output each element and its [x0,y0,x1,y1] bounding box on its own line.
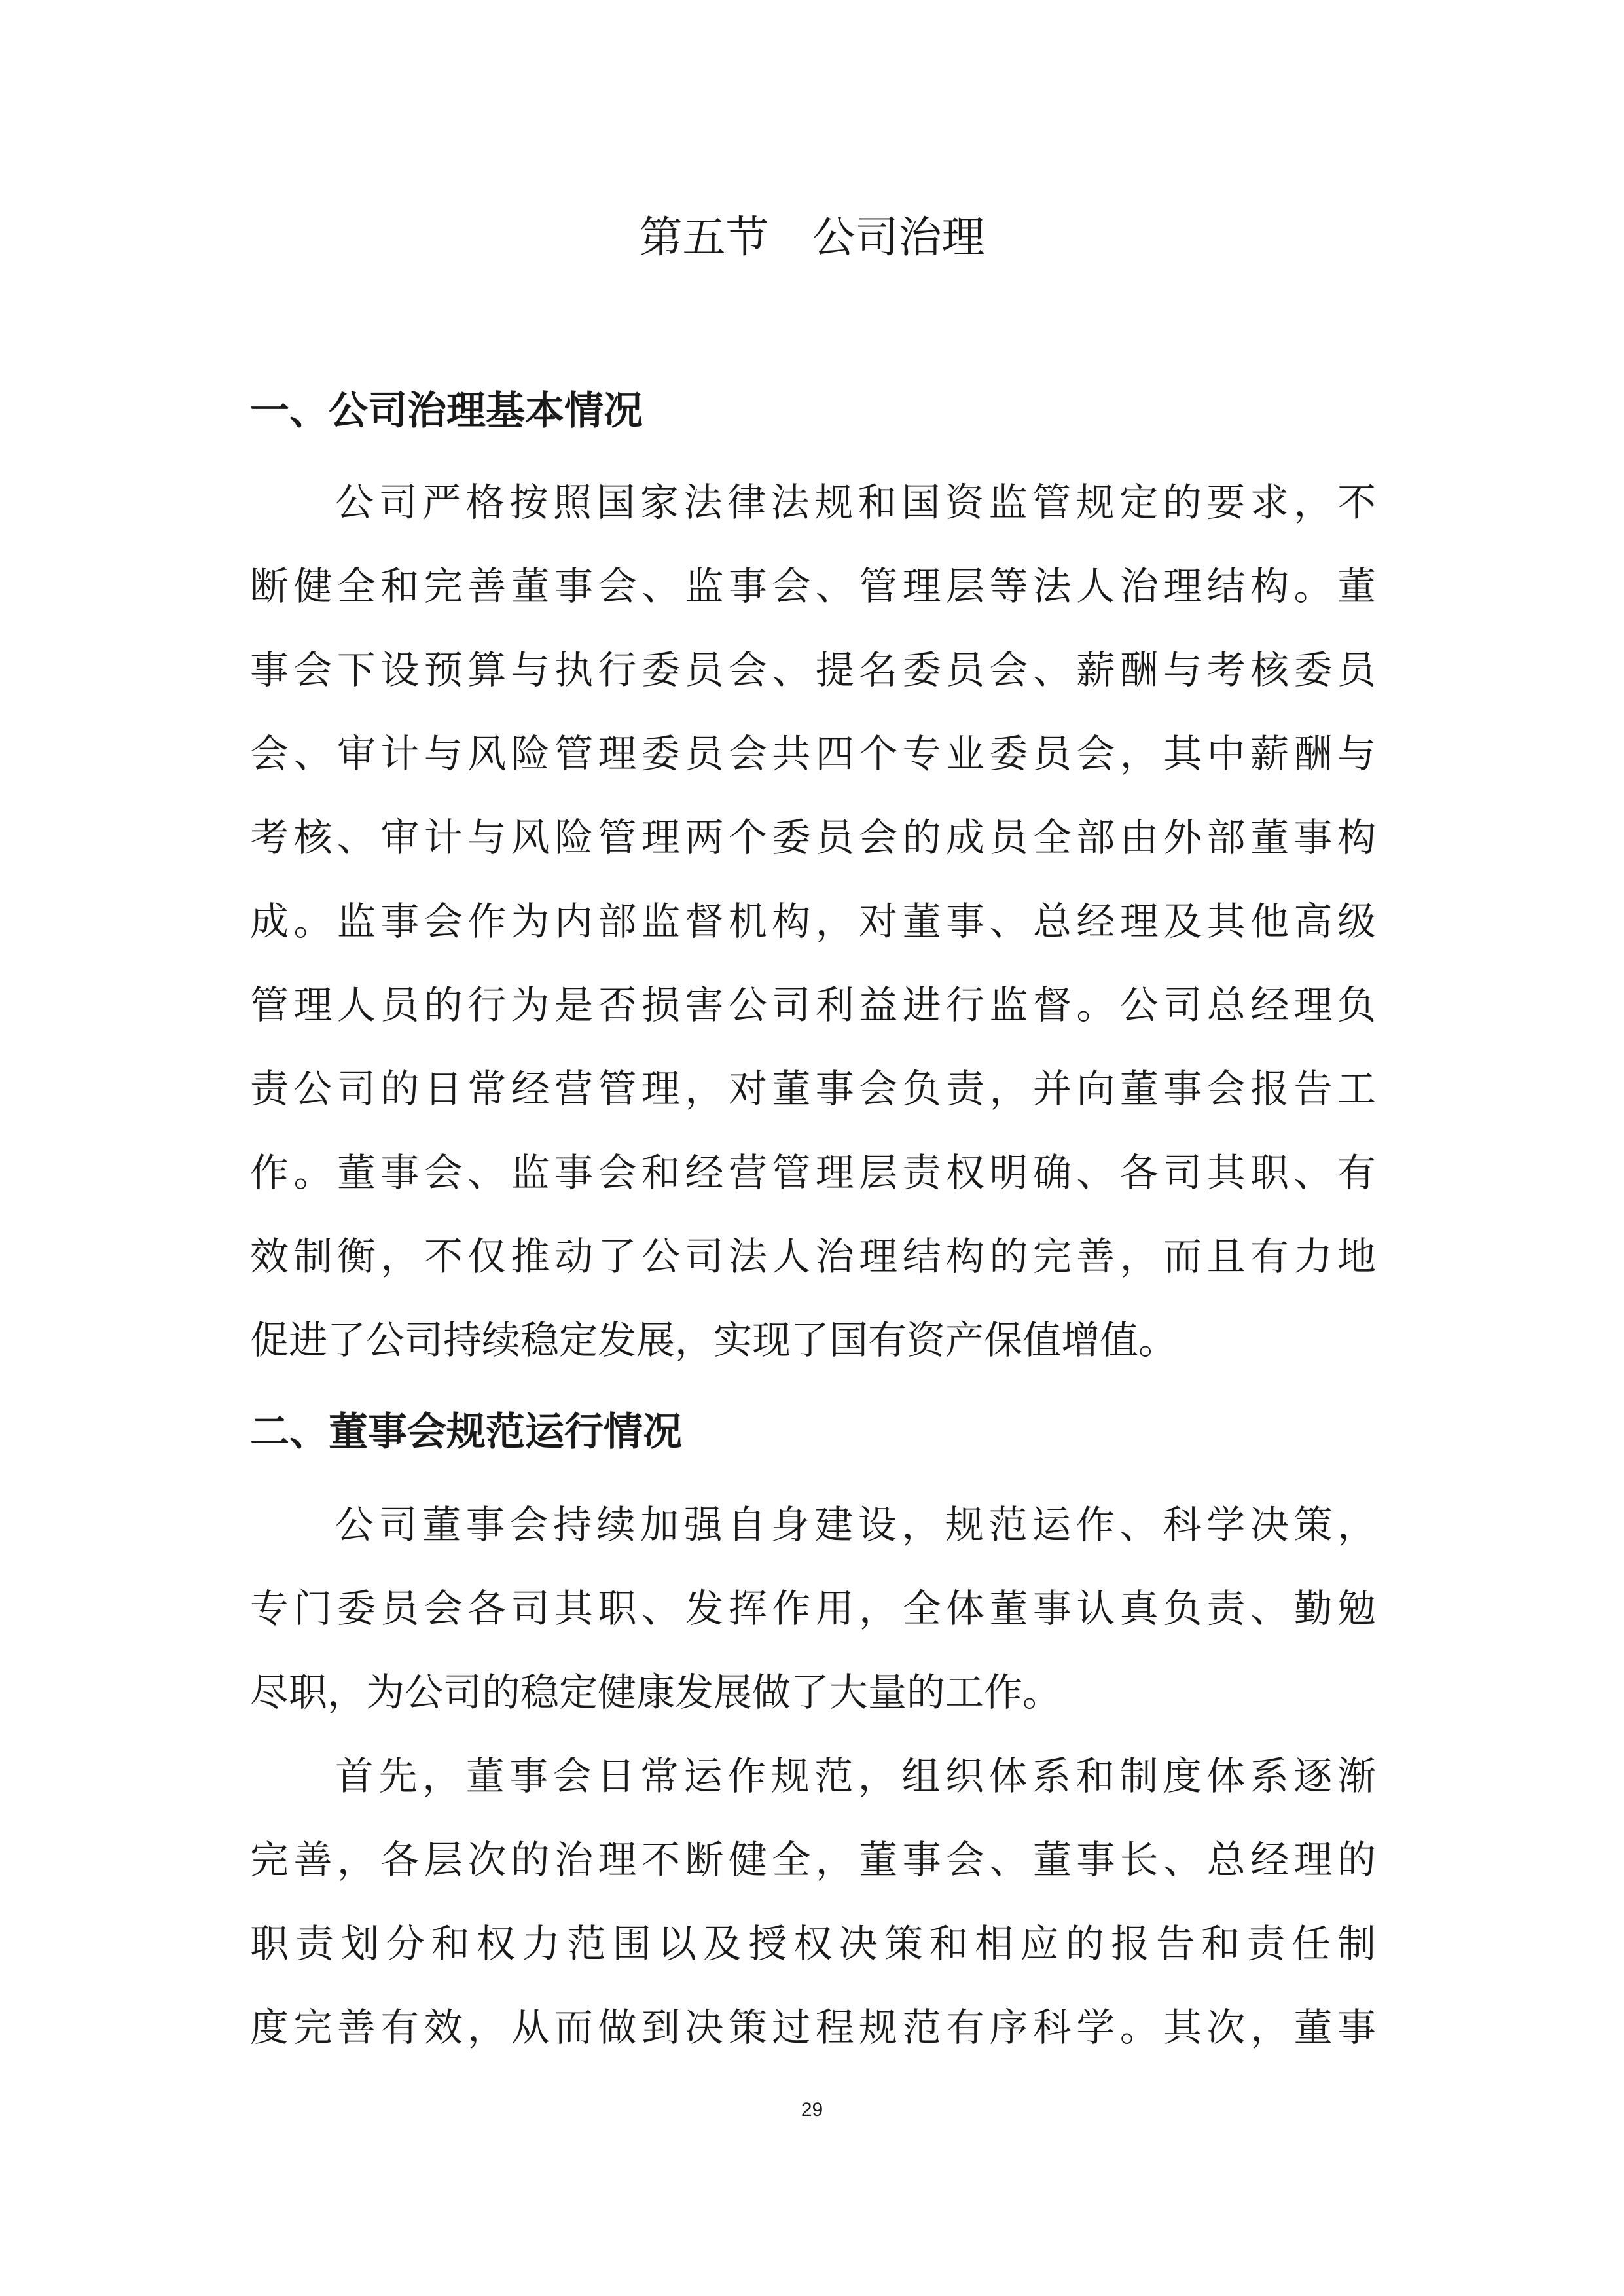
paragraph-line: 尽职，为公司的稳定健康发展做了大量的工作。 [250,1670,1062,1715]
paragraph-line: 效制衡，不仅推动了公司法人治理结构的完善，而且有力地 [250,1234,1376,1279]
section-heading-board-operation: 二、董事会规范运行情况 [250,1409,682,1455]
paragraph-line: 成。监事会作为内部监督机构，对董事、总经理及其他高级 [250,899,1376,944]
paragraph-line: 责公司的日常经营管理，对董事会负责，并向董事会报告工 [250,1066,1376,1111]
paragraph-line: 公司董事会持续加强自身建设，规范运作、科学决策， [335,1502,1376,1547]
paragraph-line: 考核、审计与风险管理两个委员会的成员全部由外部董事构 [250,815,1376,860]
paragraph-line: 首先，董事会日常运作规范，组织体系和制度体系逐渐 [335,1753,1376,1799]
page-title: 第五节 公司治理 [639,212,985,262]
paragraph-line: 专门委员会各司其职、发挥作用，全体董事认真负责、勤勉 [250,1586,1376,1631]
paragraph-line: 断健全和完善董事会、监事会、管理层等法人治理结构。董 [250,564,1376,609]
paragraph-line: 会、审计与风险管理委员会共四个专业委员会，其中薪酬与 [250,731,1376,776]
paragraph-line: 完善，各层次的治理不断健全，董事会、董事长、总经理的 [250,1837,1376,1882]
paragraph-line: 公司严格按照国家法律法规和国资监管规定的要求，不 [335,480,1376,525]
paragraph-line: 职责划分和权力范围以及授权决策和相应的报告和责任制 [250,1921,1376,1966]
paragraph-line: 事会下设预算与执行委员会、提名委员会、薪酬与考核委员 [250,647,1376,692]
section-heading-governance-overview: 一、公司治理基本情况 [250,388,643,434]
paragraph-line: 作。董事会、监事会和经营管理层责权明确、各司其职、有 [250,1150,1376,1195]
paragraph-line: 管理人员的行为是否损害公司利益进行监督。公司总经理负 [250,982,1376,1028]
page-number: 29 [801,2099,823,2121]
paragraph-line: 促进了公司持续稳定发展，实现了国有资产保值增值。 [250,1318,1178,1363]
paragraph-line: 度完善有效，从而做到决策过程规范有序科学。其次，董事 [250,2005,1376,2050]
